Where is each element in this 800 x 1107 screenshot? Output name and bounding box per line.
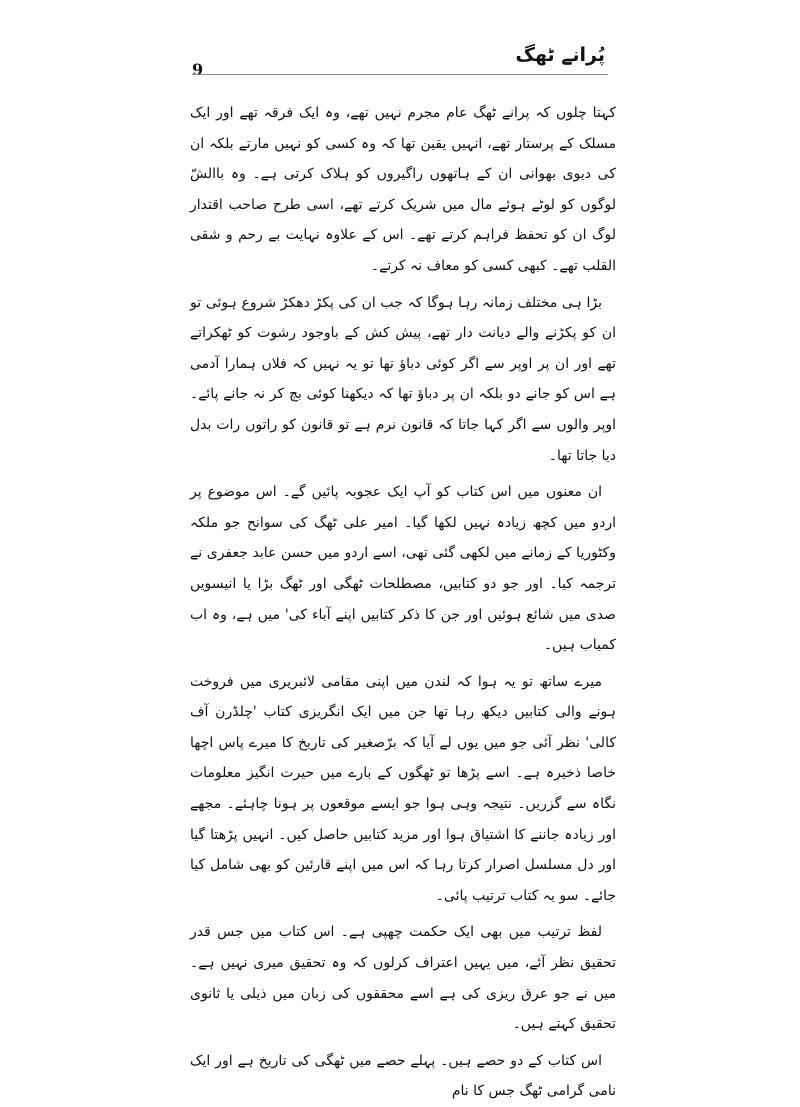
paragraph: لفظ ترتیب میں بھی ایک حکمت چھپی ہے۔ اس کتاب میں جس قدر تحقیق نظر آئے، میں یہیں اعتراف کرلوں کہ وہ تحقیق میری نہیں ہے۔ میں نے جو عرق ریزی کی ہے اسے محققوں کی زبان میں ذیلی یا ثانوی تحقیق کہتے ہیں۔ [190,924,616,1033]
paragraph: بڑا ہی مختلف زمانہ رہا ہوگا کہ جب ان کی پکڑ دھکڑ شروع ہوئی تو ان کو پکڑنے والے دیانت دار تھے، پیش کش کے باوجود رشوت کو ٹھکراتے تھے اور ان پر اوپر سے اگر کوئی دباؤ تھا تو یہ نہیں کہ فلاں ہمارا آدمی ہے اس کو جانے دو بلکہ ان پر دباؤ تھا کہ دیکھنا کوئی بچ کر نہ جانے پائے۔ اوپر والوں سے اگر کہا جاتا کہ قانون نرم ہے تو قانون کو راتوں رات بدل دیا جاتا تھا۔ [190,294,616,464]
body-text [190,98,616,1107]
paragraph: کہتا چلوں کہ پرانے ٹھگ عام مجرم نہیں تھے، وہ ایک فرقہ تھے اور ایک مسلک کے پرستار تھے، انہیں یقین تھا کہ وہ کسی کو نہیں مارتے بلکہ ان کی دیوی بھوانی ان کے ہاتھوں راگیروں کو ہلاک کرتی ہے۔ وہ باالشّ لوگوں کو لوٹے ہوئے مال میں شریک کرتے تھے، اسی طرح صاحب اقتدار لوگ ان کو تحفظ فراہم کرتے تھے۔ اس کے علاوہ نہایت بے رحم و شقی القلب تھے۔ کبھی کسی کو معاف نہ کرتے۔ [190,105,616,274]
page-header [0,40,800,80]
paragraph: اس کتاب کے دو حصے ہیں۔ پہلے حصے میں ٹھگی کی تاریخ ہے اور ایک نامی گرامی ٹھگ جس کا نام [190,1052,616,1100]
header-rule [192,74,608,75]
paragraph: میرے ساتھ تو یہ ہوا کہ لندن میں اپنی مقامی لائبریری میں فروخت ہونے والی کتابیں دیکھ رہا تھا جن میں ایک انگریزی کتاب 'چلڈرن آف کالی' نظر آئی جو میں یوں لے آیا کہ برّصغیر کی تاریخ کا میرے پاس اچھا خاصا ذخیرہ ہے۔ اسے پڑھا تو ٹھگوں کے بارے میں حیرت انگیز معلومات نگاہ سے گزریں۔ نتیجہ وہی ہوا جو ایسے موقعوں پر ہونا چاہئے۔ مجھے اور زیادہ جاننے کا اشتیاق ہوا اور مزید کتابیں حاصل کیں۔ انہیں پڑھتا گیا اور دل مسلسل اصرار کرتا رہا کہ اس میں اپنے قارئین کو بھی شامل کیا جائے۔ سو یہ کتاب ترتیب پائی۔ [190,673,616,904]
running-title: پُرانے ٹھگ [515,44,605,66]
paragraph: ان معنوں میں اس کتاب کو آپ ایک عجوبہ پائیں گے۔ اس موضوع پر اردو میں کچھ زیادہ نہیں لکھا گیا۔ امیر علی ٹھگ کی سوانح جو ملکہ وکٹوریا کے زمانے میں لکھی گئی تھی، اسے اردو میں حسن عابد جعفری نے ترجمہ کیا۔ اور جو دو کتابیں، مصطلحات ٹھگی اور ٹھگ بڑا یا انیسویں صدی میں شائع ہوئیں اور جن کا ذکر کتابیں اپنے آباء کی' میں ہے، وہ اب کمیاب ہیں۔ [190,484,616,654]
page-number: 9 [192,60,204,79]
